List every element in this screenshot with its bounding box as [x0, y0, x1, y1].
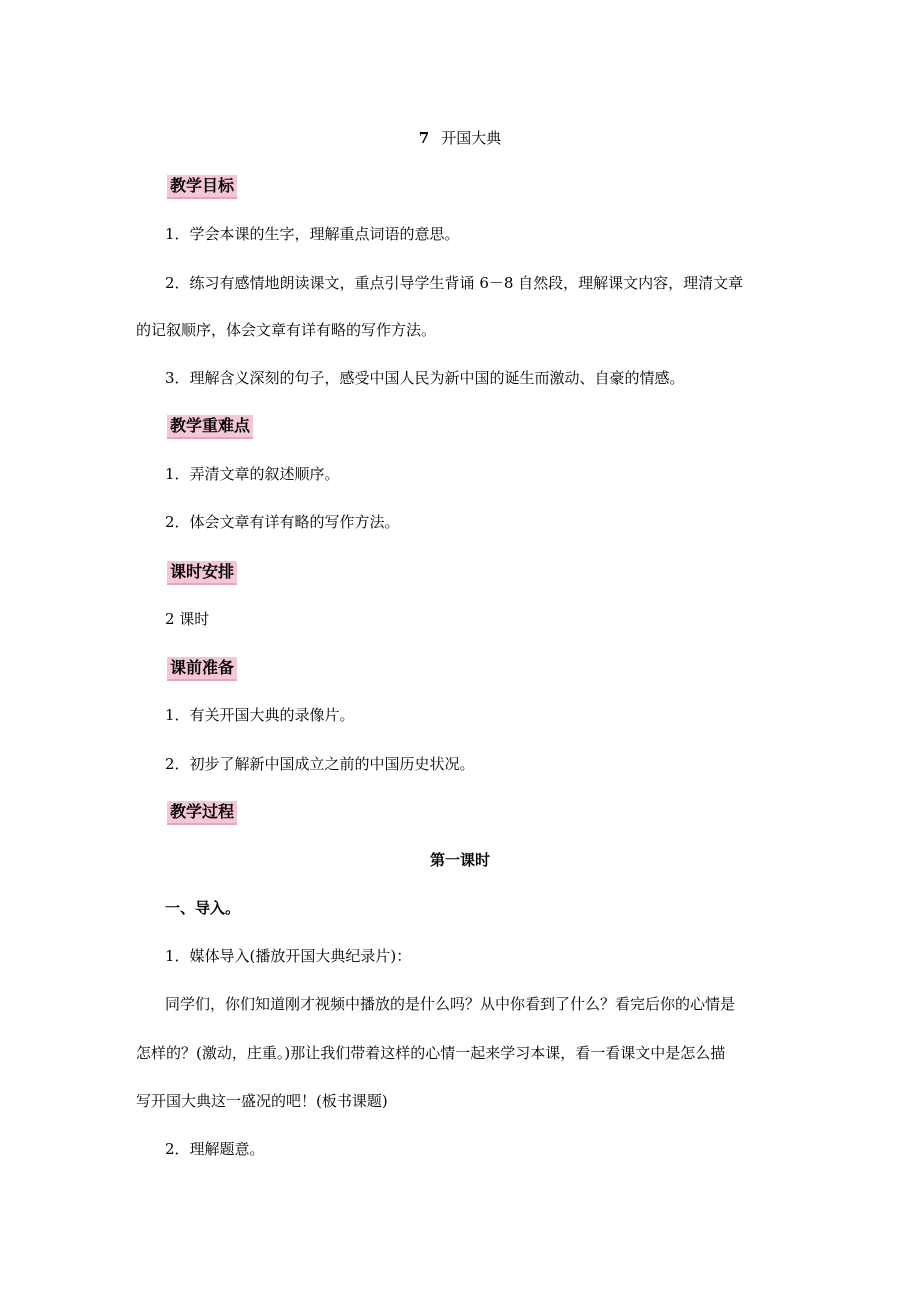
- document-title: [0, 128, 920, 148]
- heading-process-text: 教学过程: [167, 801, 237, 825]
- lesson-number: 7: [418, 129, 430, 147]
- heading-schedule-text: 课时安排: [167, 561, 237, 585]
- goal-item-2-cont: 的记叙顺序，体会文章有详有略的写作方法。: [136, 321, 437, 339]
- process-line-4: 写开国大典这一盛况的吧！(板书课题): [136, 1092, 388, 1110]
- process-line-1: 1．媒体导入(播放开国大典纪录片)：: [165, 947, 412, 965]
- key-point-item-1: 1．弄清文章的叙述顺序。: [165, 465, 340, 483]
- goal-item-3: 3．理解含义深刻的句子，感受中国人民为新中国的诞生而激动、自豪的情感。: [165, 369, 685, 387]
- process-line-2: 同学们，你们知道刚才视频中播放的是什么吗？从中你看到了什么？看完后你的心情是: [165, 995, 736, 1013]
- process-line-3: 怎样的？(激动，庄重。)那让我们带着这样的心情一起来学习本课，看一看课文中是怎么描: [136, 1044, 726, 1062]
- goal-item-1: 1．学会本课的生字，理解重点词语的意思。: [165, 225, 460, 243]
- process-line-5: 2．理解题意。: [165, 1140, 265, 1158]
- key-point-item-2: 2．体会文章有详有略的写作方法。: [165, 513, 400, 531]
- lesson-period-title: 第一课时: [429, 851, 490, 869]
- section-heading-goals: [163, 174, 241, 198]
- prep-item-1: 1．有关开国大典的录像片。: [165, 706, 355, 724]
- heading-key-points-text: 教学重难点: [167, 415, 253, 439]
- heading-prep-text: 课前准备: [167, 657, 237, 681]
- prep-item-2: 2．初步了解新中国成立之前的中国历史状况。: [165, 755, 475, 773]
- goal-item-2: 2．练习有感情地朗读课文，重点引导学生背诵 6－8 自然段，理解课文内容，理清文章: [165, 274, 744, 292]
- heading-goals-text: 教学目标: [167, 175, 237, 199]
- section-heading-key-points: [163, 414, 257, 438]
- step-title: 一、导入。: [165, 899, 241, 917]
- section-heading-prep: [163, 656, 241, 680]
- schedule-text: 2 课时: [165, 610, 210, 628]
- lesson-title: 开国大典: [441, 129, 502, 147]
- section-heading-schedule: [163, 560, 241, 584]
- section-heading-process: [163, 800, 241, 824]
